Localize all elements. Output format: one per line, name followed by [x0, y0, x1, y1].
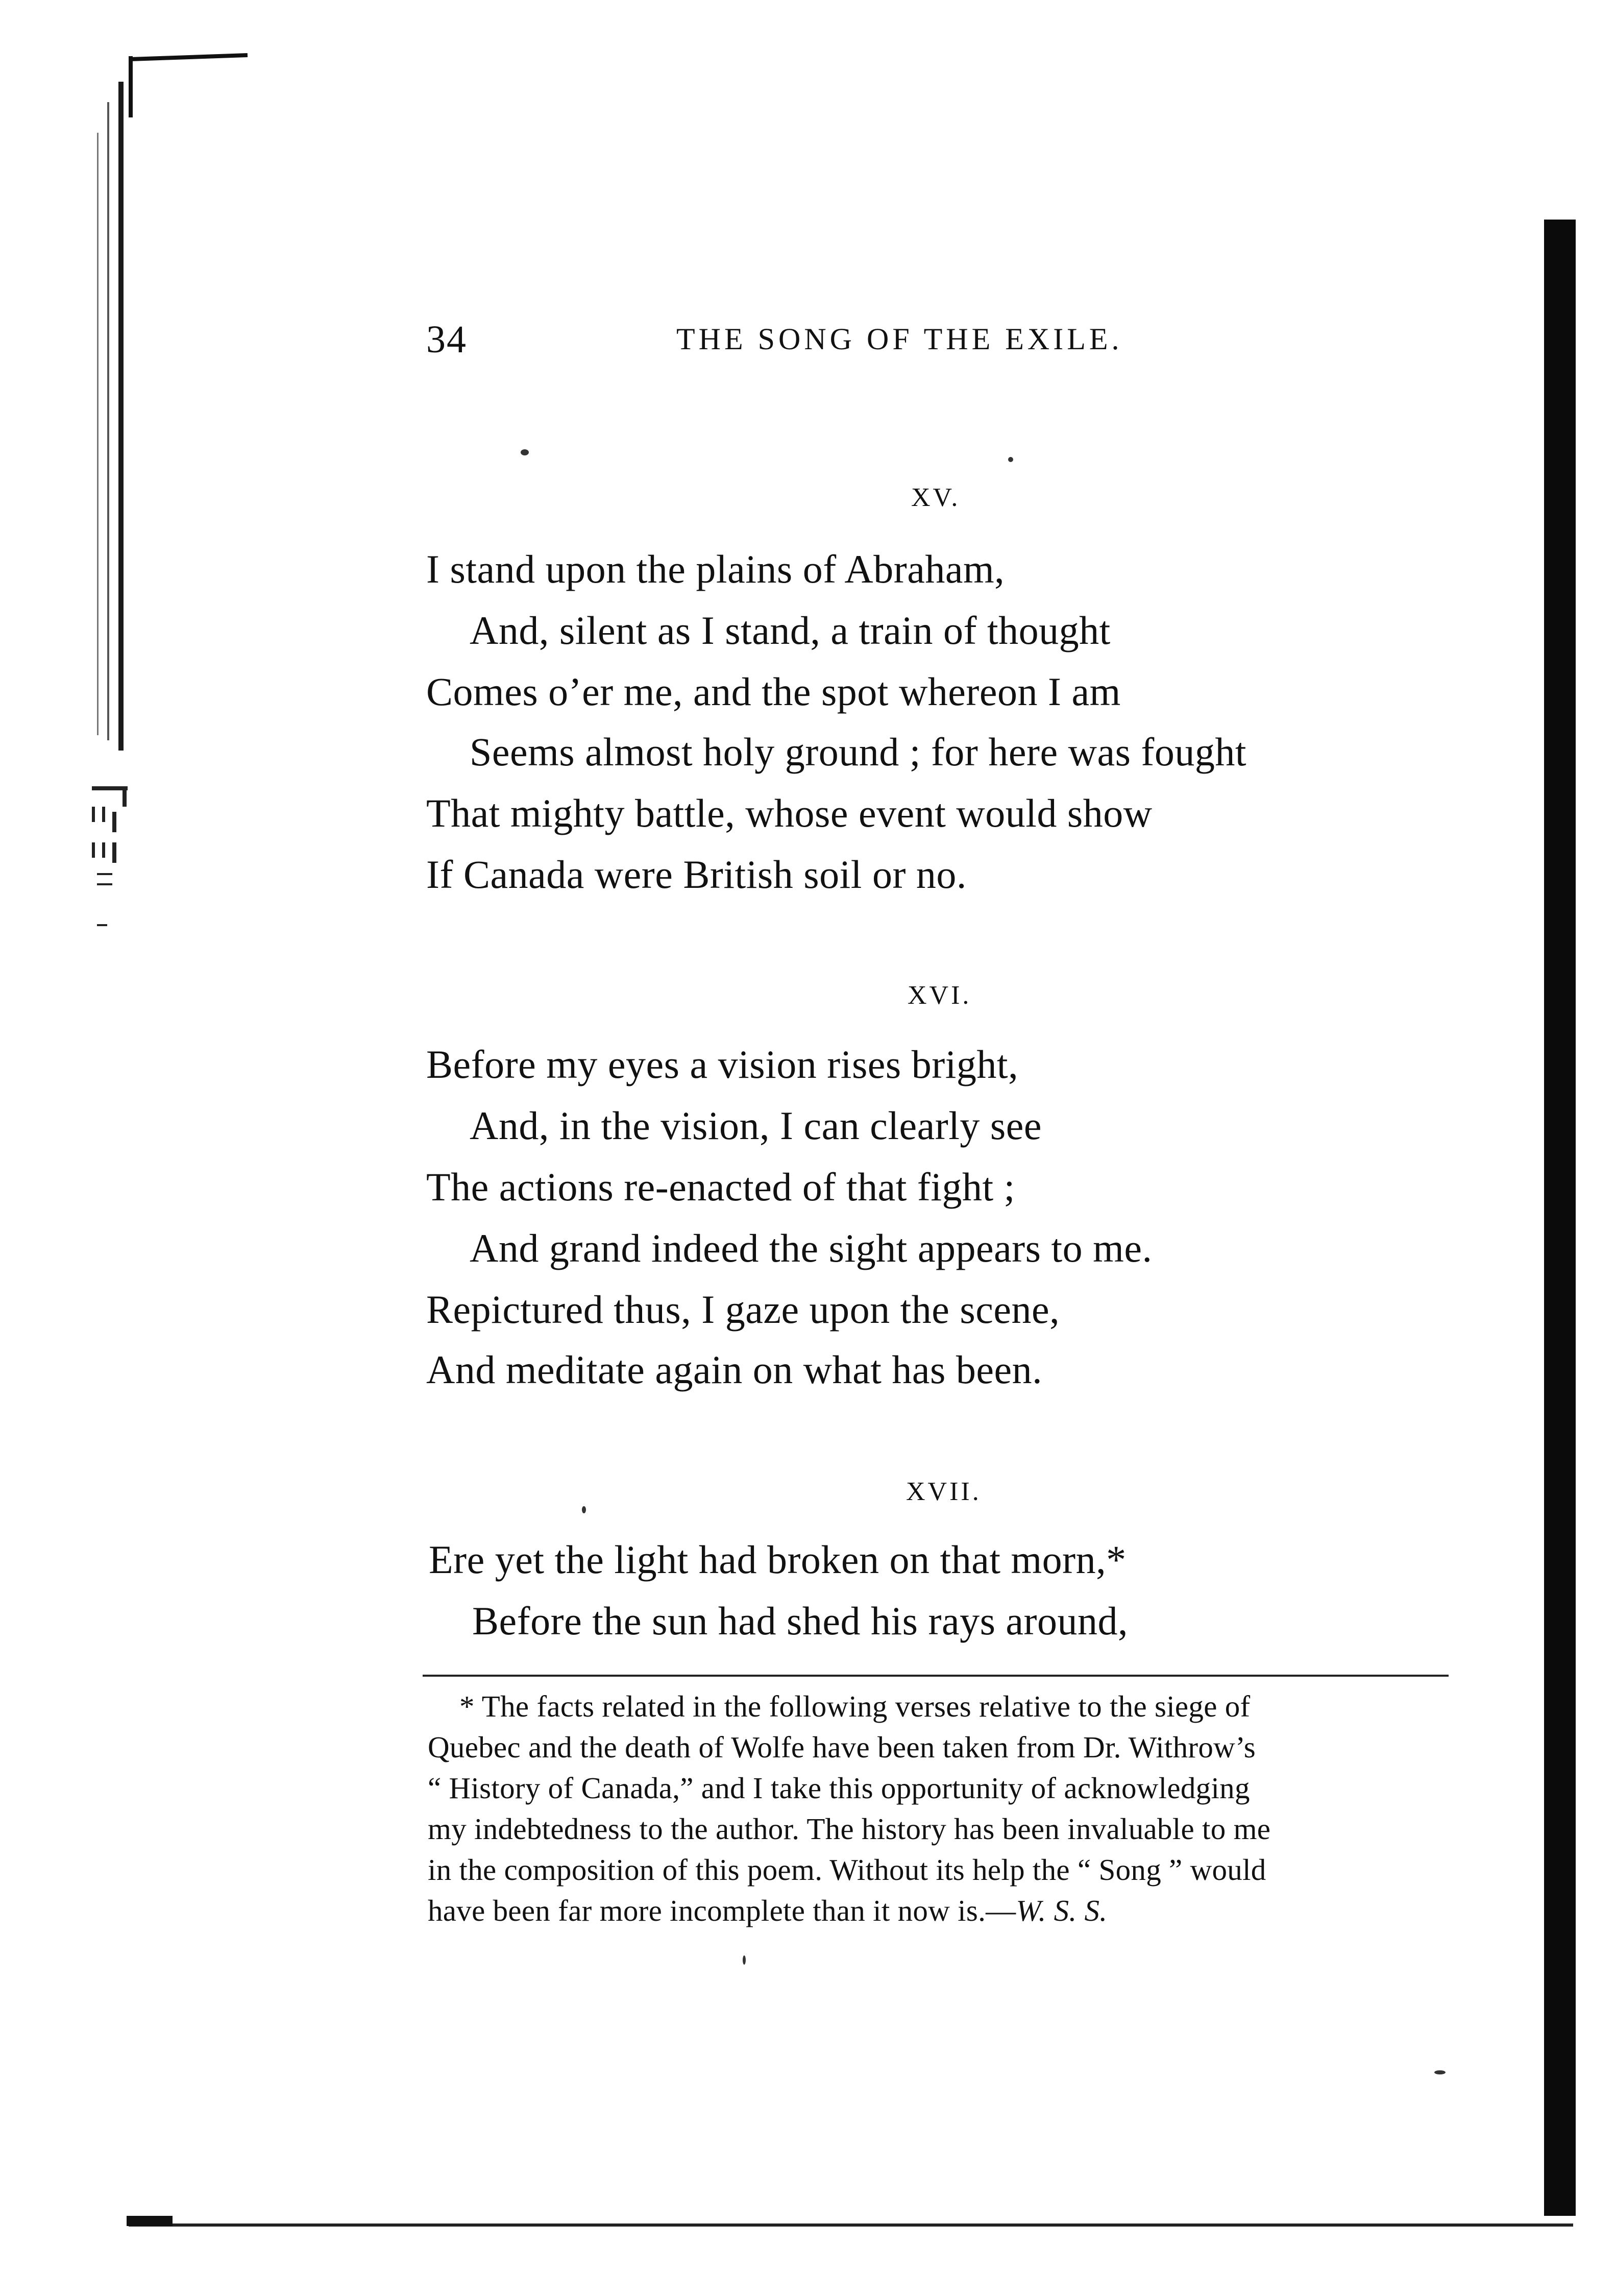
scan-speck	[1008, 457, 1013, 462]
left-margin-ticks	[82, 786, 143, 939]
footnote-signature: W. S. S.	[1016, 1894, 1108, 1927]
footnote-line	[428, 1893, 1107, 1928]
verse-line: Before my eyes a vision rises bright,	[426, 1042, 1019, 1086]
scan-corner-mark	[130, 53, 248, 61]
page-number: 34	[426, 318, 467, 361]
verse-line: Comes o’er me, and the spot whereon I am	[426, 669, 1121, 714]
verse-line: And grand indeed the sight appears to me.	[470, 1226, 1153, 1270]
left-page-edge-shadow	[107, 102, 109, 740]
verse-line: Before the sun had shed his rays around,	[472, 1599, 1129, 1643]
verse-line: Repictured thus, I gaze upon the scene,	[426, 1287, 1060, 1332]
left-page-edge	[118, 82, 124, 751]
scan-corner-stub	[129, 56, 133, 117]
verse-line: And, silent as I stand, a train of thought	[470, 608, 1111, 652]
bottom-left-mark	[127, 2216, 173, 2226]
footnote-line: my indebtedness to the author. The history has been invaluable to me	[428, 1812, 1271, 1846]
right-binding-shadow	[1544, 220, 1576, 2216]
verse-line: The actions re-enacted of that fight ;	[426, 1165, 1015, 1209]
verse-line: I stand upon the plains of Abraham,	[426, 547, 1005, 591]
page-header	[0, 318, 1615, 379]
footnote-line: * The facts related in the following verses relative to the siege of	[459, 1689, 1251, 1723]
scan-speck	[1434, 2070, 1446, 2074]
verse-line: That mighty battle, whose event would show	[426, 791, 1153, 835]
footnote-rule	[423, 1675, 1449, 1677]
bottom-page-edge	[129, 2224, 1573, 2227]
footnote-line: Quebec and the death of Wolfe have been taken from Dr. Withrow’s	[428, 1730, 1256, 1764]
left-page-edge-shadow-outer	[97, 133, 99, 735]
running-title: THE SONG OF THE EXILE.	[676, 322, 1123, 356]
scan-speck	[743, 1955, 746, 1965]
verse-line: And meditate again on what has been.	[426, 1347, 1043, 1392]
scan-speck	[582, 1506, 586, 1513]
footnote-text: have been far more incomplete than it now is.—	[428, 1894, 1016, 1927]
footnote-line: “ History of Canada,” and I take this opportunity of acknowledging	[428, 1771, 1250, 1805]
verse-line: Seems almost holy ground ; for here was fought	[470, 730, 1247, 774]
verse-line: Ere yet the light had broken on that morn,*	[429, 1537, 1127, 1582]
scan-speck	[521, 449, 529, 455]
verse-line: If Canada were British soil or no.	[426, 852, 967, 897]
footnote-line: in the composition of this poem. Without its help the “ Song ” would	[428, 1853, 1266, 1887]
verse-line: And, in the vision, I can clearly see	[470, 1103, 1042, 1148]
